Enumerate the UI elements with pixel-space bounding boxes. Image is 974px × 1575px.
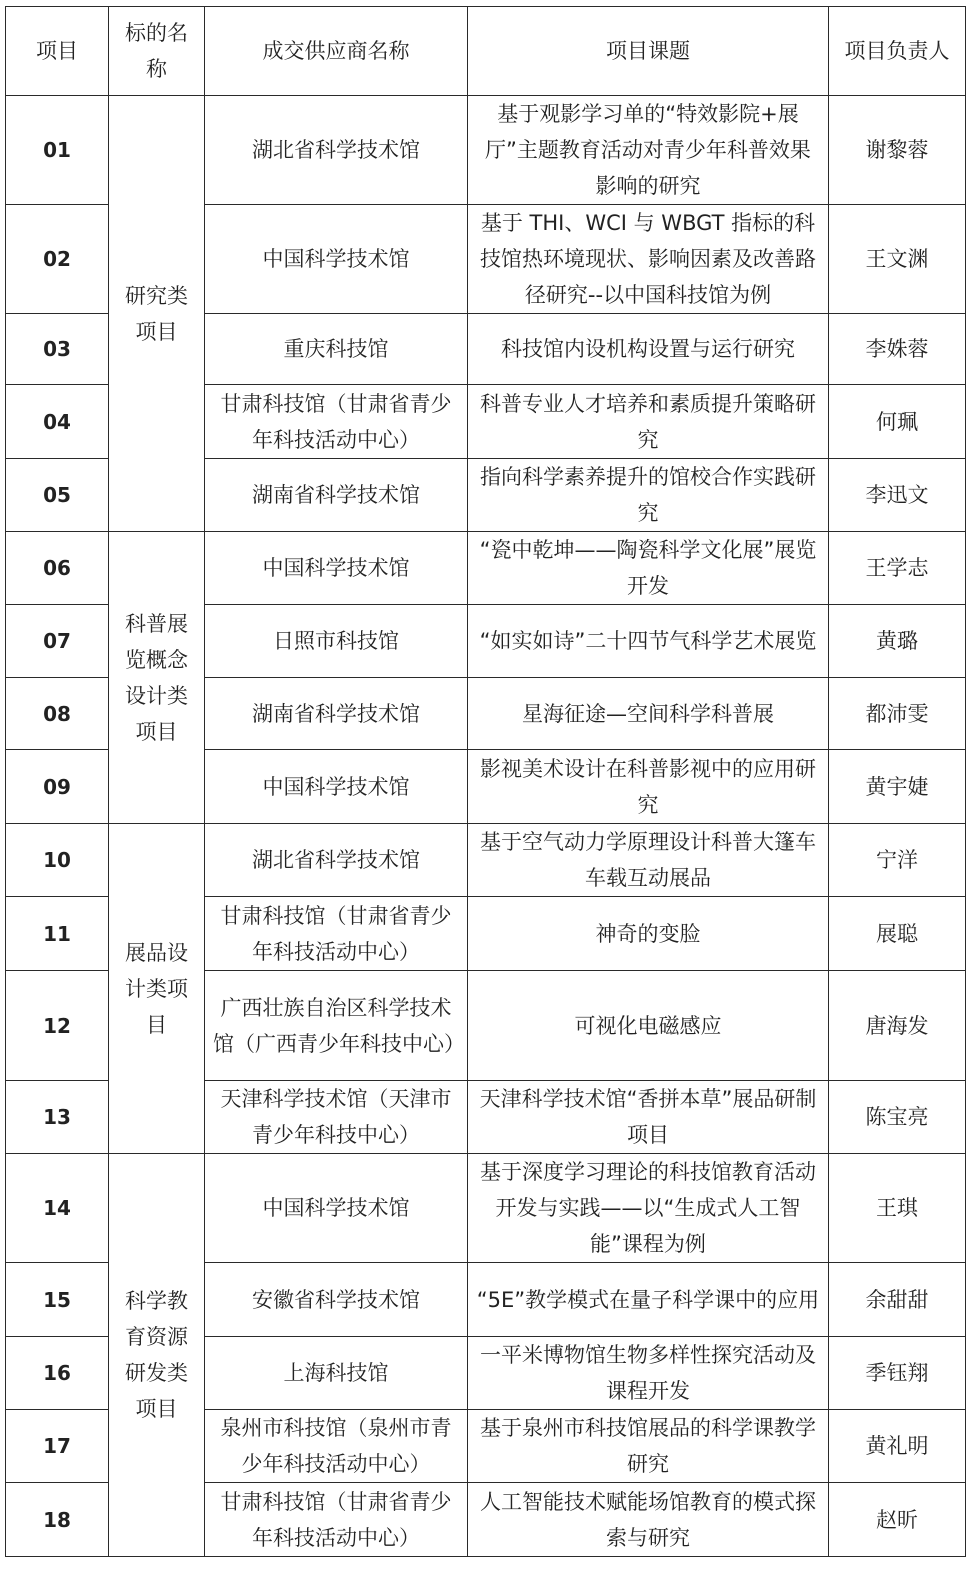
leader-cell: 黄宇婕	[829, 750, 966, 824]
header-topic: 项目课题	[468, 7, 829, 96]
supplier-cell: 上海科技馆	[205, 1337, 468, 1410]
leader-cell: 何珮	[829, 385, 966, 459]
row-number: 03	[6, 314, 109, 385]
table-row	[6, 1154, 966, 1263]
leader-cell: 李迅文	[829, 459, 966, 532]
supplier-cell: 天津科学技术馆（天津市青少年科技中心）	[205, 1081, 468, 1154]
leader-cell: 王学志	[829, 532, 966, 605]
header-leader: 项目负责人	[829, 7, 966, 96]
leader-cell: 李姝蓉	[829, 314, 966, 385]
table-row	[6, 532, 966, 605]
supplier-cell: 日照市科技馆	[205, 605, 468, 678]
topic-cell: 影视美术设计在科普影视中的应用研究	[468, 750, 829, 824]
supplier-cell: 湖南省科学技术馆	[205, 459, 468, 532]
leader-cell: 都沛雯	[829, 678, 966, 750]
group-label: 科学教育资源研发类项目	[109, 1154, 205, 1557]
leader-cell: 王琪	[829, 1154, 966, 1263]
topic-cell: 指向科学素养提升的馆校合作实践研究	[468, 459, 829, 532]
topic-cell: 人工智能技术赋能场馆教育的模式探索与研究	[468, 1483, 829, 1557]
row-number: 16	[6, 1337, 109, 1410]
row-number: 08	[6, 678, 109, 750]
row-number: 01	[6, 96, 109, 205]
topic-cell: 天津科学技术馆“香拼本草”展品研制项目	[468, 1081, 829, 1154]
leader-cell: 展聪	[829, 897, 966, 971]
row-number: 10	[6, 824, 109, 897]
topic-cell: 可视化电磁感应	[468, 971, 829, 1081]
row-number: 07	[6, 605, 109, 678]
topic-cell: 基于深度学习理论的科技馆教育活动开发与实践——以“生成式人工智能”课程为例	[468, 1154, 829, 1263]
topic-cell: 科普专业人才培养和素质提升策略研究	[468, 385, 829, 459]
supplier-cell: 中国科学技术馆	[205, 532, 468, 605]
topic-cell: 一平米博物馆生物多样性探究活动及课程开发	[468, 1337, 829, 1410]
supplier-cell: 中国科学技术馆	[205, 1154, 468, 1263]
topic-cell: 基于 THI、WCI 与 WBGT 指标的科技馆热环境现状、影响因素及改善路径研究--以中国科技馆为例	[468, 205, 829, 314]
supplier-cell: 湖北省科学技术馆	[205, 96, 468, 205]
supplier-cell: 中国科学技术馆	[205, 750, 468, 824]
leader-cell: 余甜甜	[829, 1263, 966, 1337]
supplier-cell: 重庆科技馆	[205, 314, 468, 385]
group-label: 科普展览概念设计类项目	[109, 532, 205, 824]
group-label: 展品设计类项目	[109, 824, 205, 1154]
topic-cell: 神奇的变脸	[468, 897, 829, 971]
leader-cell: 赵昕	[829, 1483, 966, 1557]
results-table-container	[5, 6, 965, 1557]
leader-cell: 黄礼明	[829, 1410, 966, 1483]
supplier-cell: 甘肃科技馆（甘肃省青少年科技活动中心）	[205, 1483, 468, 1557]
leader-cell: 王文渊	[829, 205, 966, 314]
leader-cell: 季钰翔	[829, 1337, 966, 1410]
topic-cell: “瓷中乾坤——陶瓷科学文化展”展览开发	[468, 532, 829, 605]
leader-cell: 谢黎蓉	[829, 96, 966, 205]
row-number: 09	[6, 750, 109, 824]
topic-cell: 基于观影学习单的“特效影院+展厅”主题教育活动对青少年科普效果影响的研究	[468, 96, 829, 205]
supplier-cell: 湖南省科学技术馆	[205, 678, 468, 750]
row-number: 04	[6, 385, 109, 459]
header-supplier: 成交供应商名称	[205, 7, 468, 96]
table-row	[6, 824, 966, 897]
leader-cell: 宁洋	[829, 824, 966, 897]
leader-cell: 陈宝亮	[829, 1081, 966, 1154]
row-number: 14	[6, 1154, 109, 1263]
group-label: 研究类项目	[109, 96, 205, 532]
supplier-cell: 中国科学技术馆	[205, 205, 468, 314]
row-number: 12	[6, 971, 109, 1081]
topic-cell: 基于空气动力学原理设计科普大篷车车载互动展品	[468, 824, 829, 897]
header-row	[6, 7, 966, 96]
leader-cell: 黄璐	[829, 605, 966, 678]
results-table	[5, 6, 966, 1557]
topic-cell: “5E”教学模式在量子科学课中的应用	[468, 1263, 829, 1337]
row-number: 11	[6, 897, 109, 971]
supplier-cell: 泉州市科技馆（泉州市青少年科技活动中心）	[205, 1410, 468, 1483]
row-number: 18	[6, 1483, 109, 1557]
supplier-cell: 安徽省科学技术馆	[205, 1263, 468, 1337]
row-number: 05	[6, 459, 109, 532]
table-row	[6, 96, 966, 205]
row-number: 02	[6, 205, 109, 314]
topic-cell: 星海征途—空间科学科普展	[468, 678, 829, 750]
header-item: 项目	[6, 7, 109, 96]
supplier-cell: 甘肃科技馆（甘肃省青少年科技活动中心）	[205, 897, 468, 971]
row-number: 17	[6, 1410, 109, 1483]
topic-cell: “如实如诗”二十四节气科学艺术展览	[468, 605, 829, 678]
leader-cell: 唐海发	[829, 971, 966, 1081]
header-lot: 标的名称	[109, 7, 205, 96]
supplier-cell: 广西壮族自治区科学技术馆（广西青少年科技中心）	[205, 971, 468, 1081]
topic-cell: 科技馆内设机构设置与运行研究	[468, 314, 829, 385]
row-number: 15	[6, 1263, 109, 1337]
supplier-cell: 甘肃科技馆（甘肃省青少年科技活动中心）	[205, 385, 468, 459]
supplier-cell: 湖北省科学技术馆	[205, 824, 468, 897]
topic-cell: 基于泉州市科技馆展品的科学课教学研究	[468, 1410, 829, 1483]
row-number: 06	[6, 532, 109, 605]
row-number: 13	[6, 1081, 109, 1154]
